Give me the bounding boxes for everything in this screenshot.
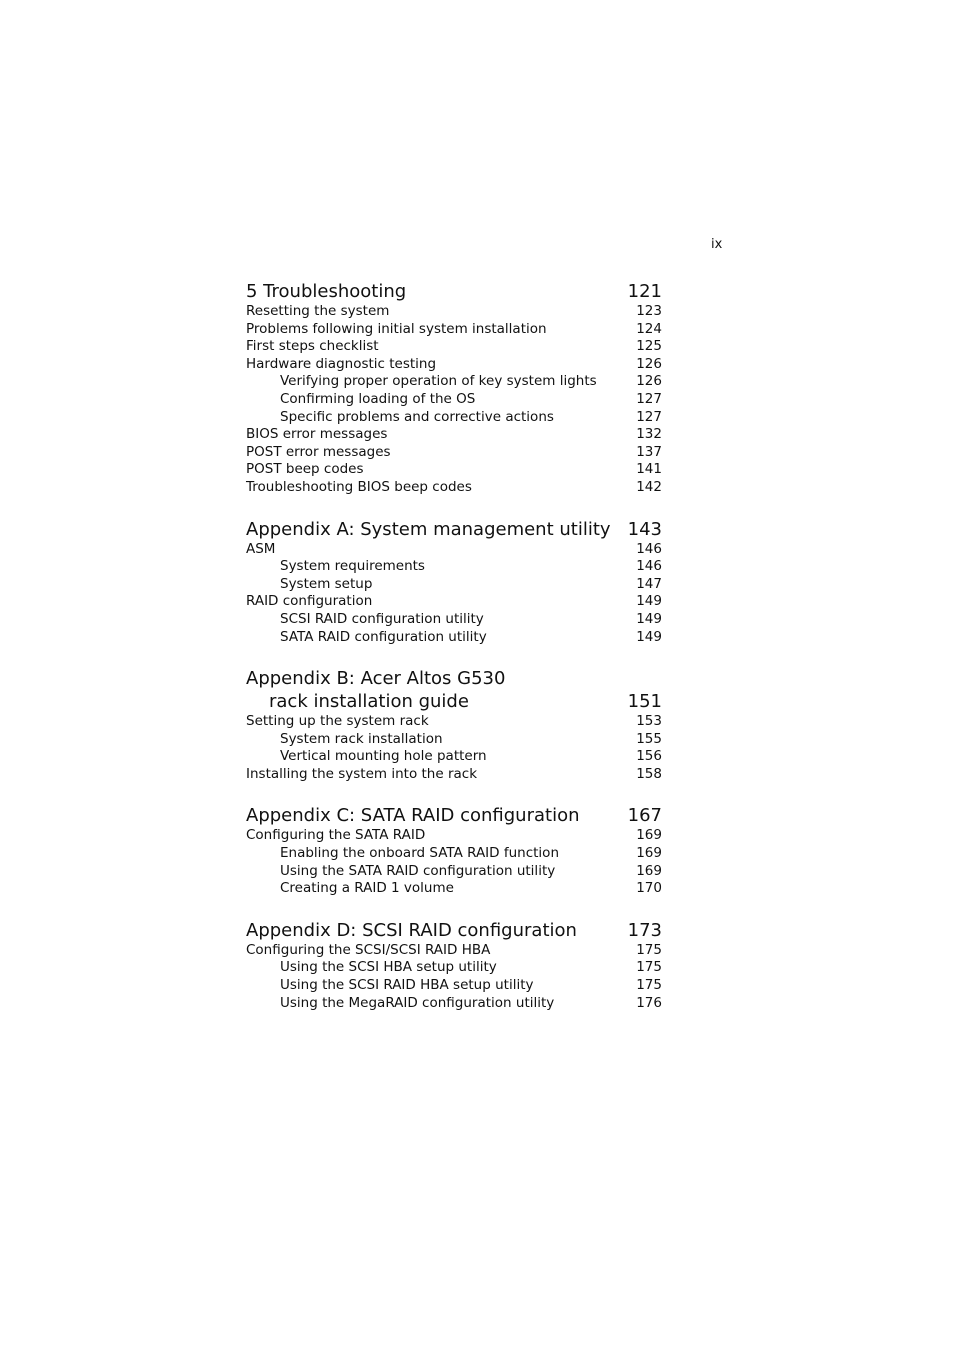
section-title: Appendix C: SATA RAID configuration bbox=[246, 805, 580, 827]
entry-page: 126 bbox=[636, 355, 662, 372]
entry-title: POST beep codes bbox=[246, 461, 364, 478]
toc-subentry[interactable] bbox=[246, 977, 662, 995]
toc-subentry[interactable] bbox=[246, 995, 662, 1013]
section-page: 151 bbox=[627, 691, 662, 713]
entry-title: Troubleshooting BIOS beep codes bbox=[246, 478, 472, 495]
entry-title: Using the SCSI RAID HBA setup utility bbox=[280, 977, 534, 994]
entry-page: 127 bbox=[636, 408, 662, 425]
section-page: 121 bbox=[627, 281, 662, 302]
toc-entry[interactable] bbox=[246, 303, 662, 321]
toc-entry[interactable] bbox=[246, 827, 662, 845]
toc-subentry[interactable] bbox=[246, 391, 662, 409]
entry-page: 170 bbox=[636, 880, 662, 897]
toc-subentry[interactable] bbox=[246, 880, 662, 898]
entry-title: First steps checklist bbox=[246, 338, 379, 355]
entry-title: Configuring the SCSI/SCSI RAID HBA bbox=[246, 941, 491, 958]
entry-page: 175 bbox=[636, 941, 662, 958]
entry-title: Hardware diagnostic testing bbox=[246, 355, 437, 372]
entry-title: RAID configuration bbox=[246, 593, 373, 610]
entry-title: SCSI RAID configuration utility bbox=[280, 610, 484, 627]
toc-entry[interactable] bbox=[246, 461, 662, 479]
entry-title: Configuring the SATA RAID bbox=[246, 827, 426, 844]
entry-page: 125 bbox=[636, 338, 662, 355]
section-heading[interactable] bbox=[246, 919, 662, 942]
entry-page: 147 bbox=[636, 575, 662, 592]
toc-subentry[interactable] bbox=[246, 373, 662, 391]
section-heading[interactable] bbox=[246, 518, 662, 541]
section-title-continued: rack installation guide bbox=[269, 691, 469, 713]
entry-page: 137 bbox=[636, 443, 662, 460]
toc-subentry[interactable] bbox=[246, 576, 662, 594]
section-title: Appendix D: SCSI RAID configuration bbox=[246, 919, 577, 941]
toc-subentry[interactable] bbox=[246, 558, 662, 576]
toc-subentry[interactable] bbox=[246, 731, 662, 749]
entry-page: 126 bbox=[636, 373, 662, 390]
toc-subentry[interactable] bbox=[246, 959, 662, 977]
toc-entry[interactable] bbox=[246, 541, 662, 559]
toc-entry[interactable] bbox=[246, 356, 662, 374]
entry-title: Installing the system into the rack bbox=[246, 765, 478, 782]
toc-entry[interactable] bbox=[246, 766, 662, 784]
page-number: ix bbox=[711, 237, 723, 252]
toc-subentry[interactable] bbox=[246, 845, 662, 863]
section-page: 143 bbox=[627, 518, 662, 540]
entry-page: 141 bbox=[636, 461, 662, 478]
toc-entry[interactable] bbox=[246, 713, 662, 731]
entry-title: POST error messages bbox=[246, 443, 391, 460]
toc-subentry[interactable] bbox=[246, 409, 662, 427]
toc-entry[interactable] bbox=[246, 479, 662, 497]
entry-page: 156 bbox=[636, 748, 662, 765]
entry-page: 158 bbox=[636, 765, 662, 782]
entry-page: 123 bbox=[636, 303, 662, 319]
section-heading[interactable] bbox=[246, 280, 662, 303]
entry-title: System rack installation bbox=[280, 730, 443, 747]
section-title: Appendix A: System management utility bbox=[246, 518, 611, 540]
entry-title: Problems following initial system installation bbox=[246, 320, 547, 337]
table-of-contents bbox=[246, 280, 662, 1012]
entry-title: Resetting the system bbox=[246, 303, 390, 319]
entry-page: 149 bbox=[636, 593, 662, 610]
entry-page: 155 bbox=[636, 730, 662, 747]
entry-title: Setting up the system rack bbox=[246, 713, 429, 730]
section-page: 173 bbox=[627, 919, 662, 941]
toc-section-appendix-d bbox=[246, 919, 662, 1012]
toc-entry[interactable] bbox=[246, 321, 662, 339]
section-page: 167 bbox=[627, 805, 662, 827]
entry-title: ASM bbox=[246, 540, 276, 557]
entry-page: 153 bbox=[636, 713, 662, 730]
entry-title: Specific problems and corrective actions bbox=[280, 408, 554, 425]
entry-page: 146 bbox=[636, 558, 662, 575]
entry-page: 149 bbox=[636, 610, 662, 627]
toc-subentry[interactable] bbox=[246, 629, 662, 647]
section-title: Appendix B: Acer Altos G530 bbox=[246, 668, 506, 690]
entry-title: Verifying proper operation of key system lights bbox=[280, 373, 597, 390]
entry-title: System requirements bbox=[280, 558, 425, 575]
entry-page: 127 bbox=[636, 390, 662, 407]
entry-page: 175 bbox=[636, 977, 662, 994]
entry-title: Using the SATA RAID configuration utility bbox=[280, 862, 556, 879]
toc-entry[interactable] bbox=[246, 593, 662, 611]
entry-page: 146 bbox=[636, 540, 662, 557]
toc-section-appendix-b bbox=[246, 667, 662, 783]
toc-section-troubleshooting bbox=[246, 280, 662, 497]
entry-page: 169 bbox=[636, 862, 662, 879]
toc-entry[interactable] bbox=[246, 942, 662, 960]
toc-section-appendix-a bbox=[246, 518, 662, 647]
toc-subentry[interactable] bbox=[246, 611, 662, 629]
entry-title: Using the SCSI HBA setup utility bbox=[280, 959, 497, 976]
section-heading[interactable] bbox=[246, 804, 662, 827]
entry-title: Creating a RAID 1 volume bbox=[280, 880, 454, 897]
entry-title: Confirming loading of the OS bbox=[280, 390, 476, 407]
entry-page: 169 bbox=[636, 845, 662, 862]
entry-page: 175 bbox=[636, 959, 662, 976]
section-heading-continued[interactable] bbox=[246, 690, 662, 713]
entry-page: 149 bbox=[636, 628, 662, 645]
toc-entry[interactable] bbox=[246, 426, 662, 444]
toc-entry[interactable] bbox=[246, 444, 662, 462]
entry-title: BIOS error messages bbox=[246, 426, 388, 443]
toc-section-appendix-c bbox=[246, 804, 662, 897]
entry-title: Enabling the onboard SATA RAID function bbox=[280, 845, 559, 862]
entry-page: 132 bbox=[636, 426, 662, 443]
entry-title: Vertical mounting hole pattern bbox=[280, 748, 487, 765]
toc-entry[interactable] bbox=[246, 338, 662, 356]
toc-subentry[interactable] bbox=[246, 863, 662, 881]
entry-title: Using the MegaRAID configuration utility bbox=[280, 994, 555, 1011]
entry-title: SATA RAID configuration utility bbox=[280, 628, 487, 645]
entry-page: 124 bbox=[636, 320, 662, 337]
entry-page: 142 bbox=[636, 478, 662, 495]
toc-subentry[interactable] bbox=[246, 748, 662, 766]
section-heading[interactable] bbox=[246, 667, 662, 690]
entry-title: System setup bbox=[280, 575, 373, 592]
entry-page: 176 bbox=[636, 994, 662, 1011]
section-title: 5 Troubleshooting bbox=[246, 281, 407, 302]
entry-page: 169 bbox=[636, 827, 662, 844]
